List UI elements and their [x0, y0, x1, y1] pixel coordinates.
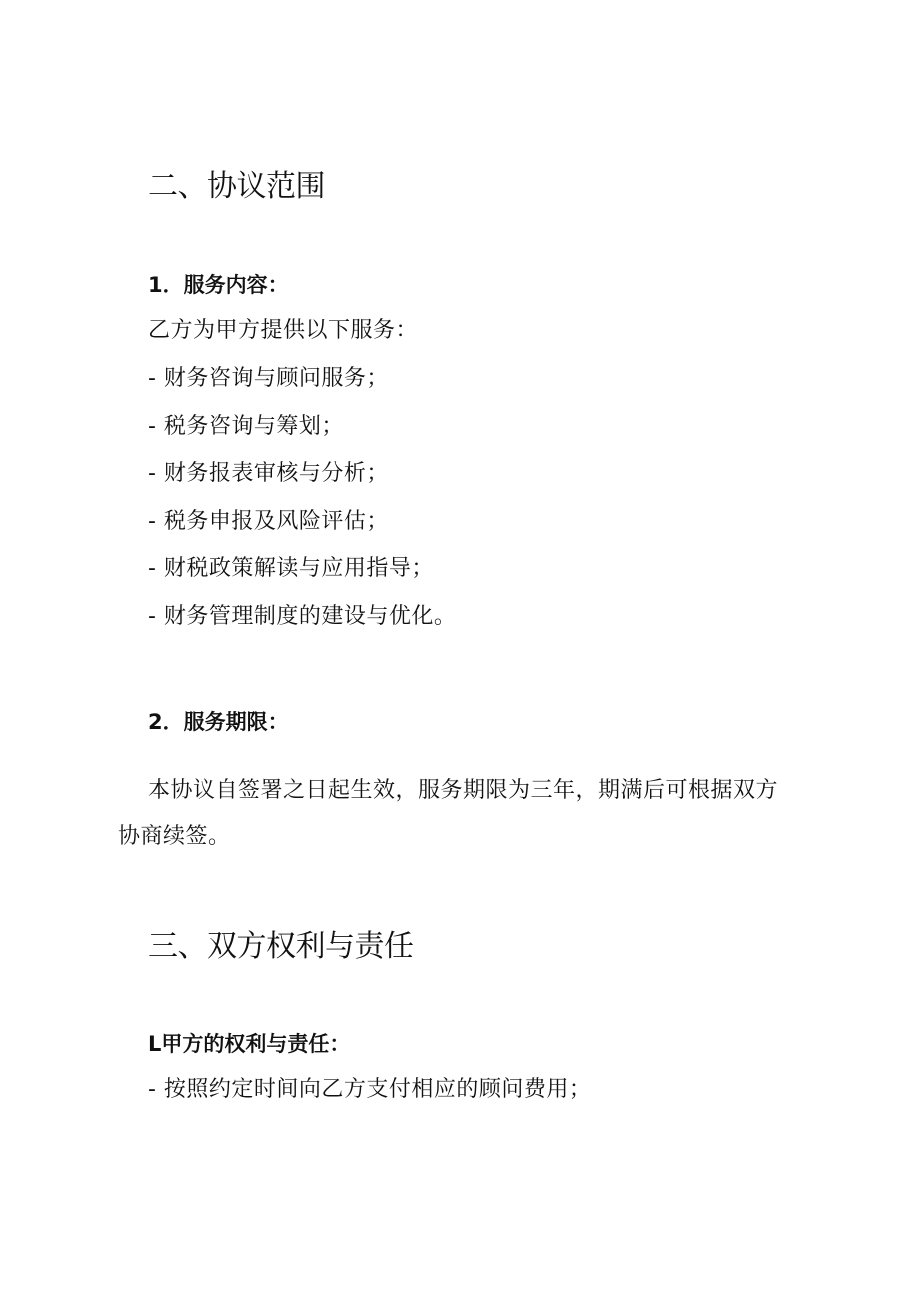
- service-list-item: - 税务咨询与筹划；: [148, 414, 344, 439]
- service-intro-text: 乙方为甲方提供以下服务：: [148, 318, 419, 343]
- service-list-item: - 财务管理制度的建设与优化。: [148, 604, 457, 629]
- section-title-rights-responsibilities: 三、双方权利与责任: [148, 929, 414, 964]
- service-list-item: - 财务报表审核与分析；: [148, 461, 389, 486]
- service-term-paragraph-line-1: 本协议自签署之日起生效，服务期限为三年，期满后可根据双方: [148, 778, 779, 803]
- service-term-paragraph-line-2: 协商续签。: [118, 824, 231, 849]
- party-a-list-item: - 按照约定时间向乙方支付相应的顾问费用；: [148, 1077, 592, 1102]
- section-title-agreement-scope: 二、协议范围: [148, 169, 325, 204]
- item-heading-service-content: 1．服务内容：: [148, 273, 289, 297]
- service-list-item: - 财务咨询与顾问服务；: [148, 366, 389, 391]
- item-heading-service-term: 2．服务期限：: [148, 710, 289, 734]
- service-list-item: - 税务申报及风险评估；: [148, 509, 389, 534]
- item-heading-party-a-rights: L甲方的权利与责任：: [148, 1032, 351, 1056]
- service-list-item: - 财税政策解读与应用指导；: [148, 556, 434, 581]
